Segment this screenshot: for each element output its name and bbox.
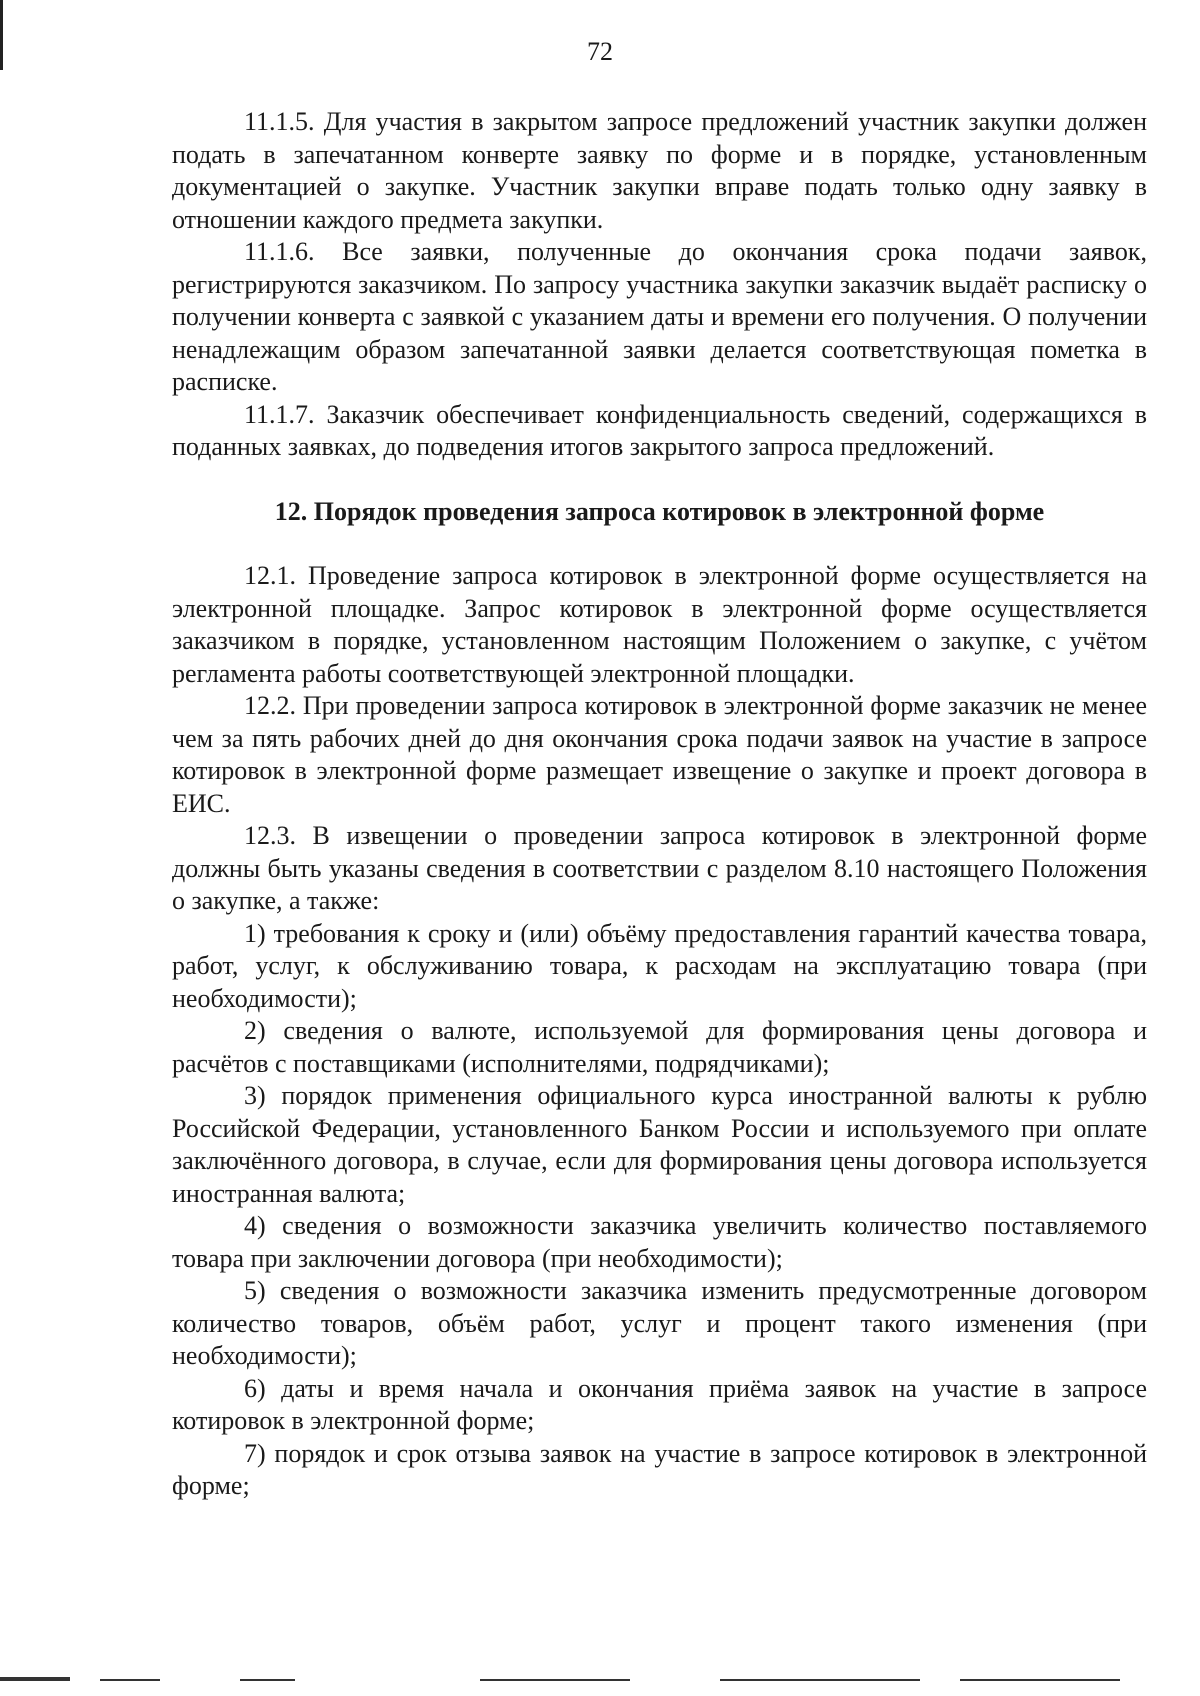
paragraph-11-1-6: 11.1.6. Все заявки, полученные до окончания срока подачи заявок, регистрируются заказчиком. По запросу участника закупки заказчик выдаёт расписку о получении конверта с заявкой с указанием даты и времени его получения. О получении ненадлежащим образом запечатанной заявки делается соответствующая пометка в расписке. [172, 237, 1147, 396]
list-item-7: 7) порядок и срок отзыва заявок на участие в запросе котировок в электронной форме; [172, 1438, 1147, 1500]
paragraph-12-3: 12.3. В извещении о проведении запроса котировок в электронной форме должны быть указаны сведения в соответствии с разделом 8.10 настоящего Положения о закупке, а также: [172, 821, 1147, 915]
paragraph-12-1: 12.1. Проведение запроса котировок в электронной форме осуществляется на электронной площадке. Запрос котировок в электронной форме осуществляется заказчиком в порядке, установленном настоящим Положением о закупке, с учётом регламента работы соответствующей электронной площадки. [172, 561, 1147, 688]
list-item-4: 4) сведения о возможности заказчика увеличить количество поставляемого товара при заключении договора (при необходимости); [172, 1211, 1147, 1273]
list-item-5: 5) сведения о возможности заказчика изменить предусмотренные договором количество товаров, объём работ, услуг и процент такого изменения (при необходимости); [172, 1276, 1147, 1370]
paragraph-11-1-5: 11.1.5. Для участия в закрытом запросе предложений участник закупки должен подать в запечатанном конверте заявку по форме и в порядке, установленным документацией о закупке. Участник закупки вправе подать только одну заявку в отношении каждого предмета закупки. [172, 107, 1147, 234]
document-body [172, 106, 1147, 1503]
paragraph-12-2: 12.2. При проведении запроса котировок в электронной форме заказчик не менее чем за пять рабочих дней до дня окончания срока подачи заявок на участие в запросе котировок в электронной форме размещает извещение о закупке и проект договора в ЕИС. [172, 691, 1147, 818]
list-item-6: 6) даты и время начала и окончания приёма заявок на участие в запросе котировок в электронной форме; [172, 1373, 1147, 1435]
list-item-3: 3) порядок применения официального курса иностранной валюты к рублю Российской Федерации, установленного Банком России и используемого при оплате заключённого договора, в случае, если для формирования цены договора используется иностранная валюта; [172, 1081, 1147, 1208]
paragraph-11-1-7: 11.1.7. Заказчик обеспечивает конфиденциальность сведений, содержащихся в поданных заявках, до подведения итогов закрытого запроса предложений. [172, 399, 1147, 461]
scan-bottom-edge [0, 1674, 1200, 1684]
list-item-2: 2) сведения о валюте, используемой для формирования цены договора и расчётов с поставщиками (исполнителями, подрядчиками); [172, 1016, 1147, 1078]
section-heading: 12. Порядок проведения запроса котировок в электронной форме [274, 496, 1045, 526]
list-item-1: 1) требования к сроку и (или) объёму предоставления гарантий качества товара, работ, услуг, к обслуживанию товара, к расходам на эксплуатацию товара (при необходимости); [172, 918, 1147, 1013]
page-number: 72 [587, 37, 613, 66]
